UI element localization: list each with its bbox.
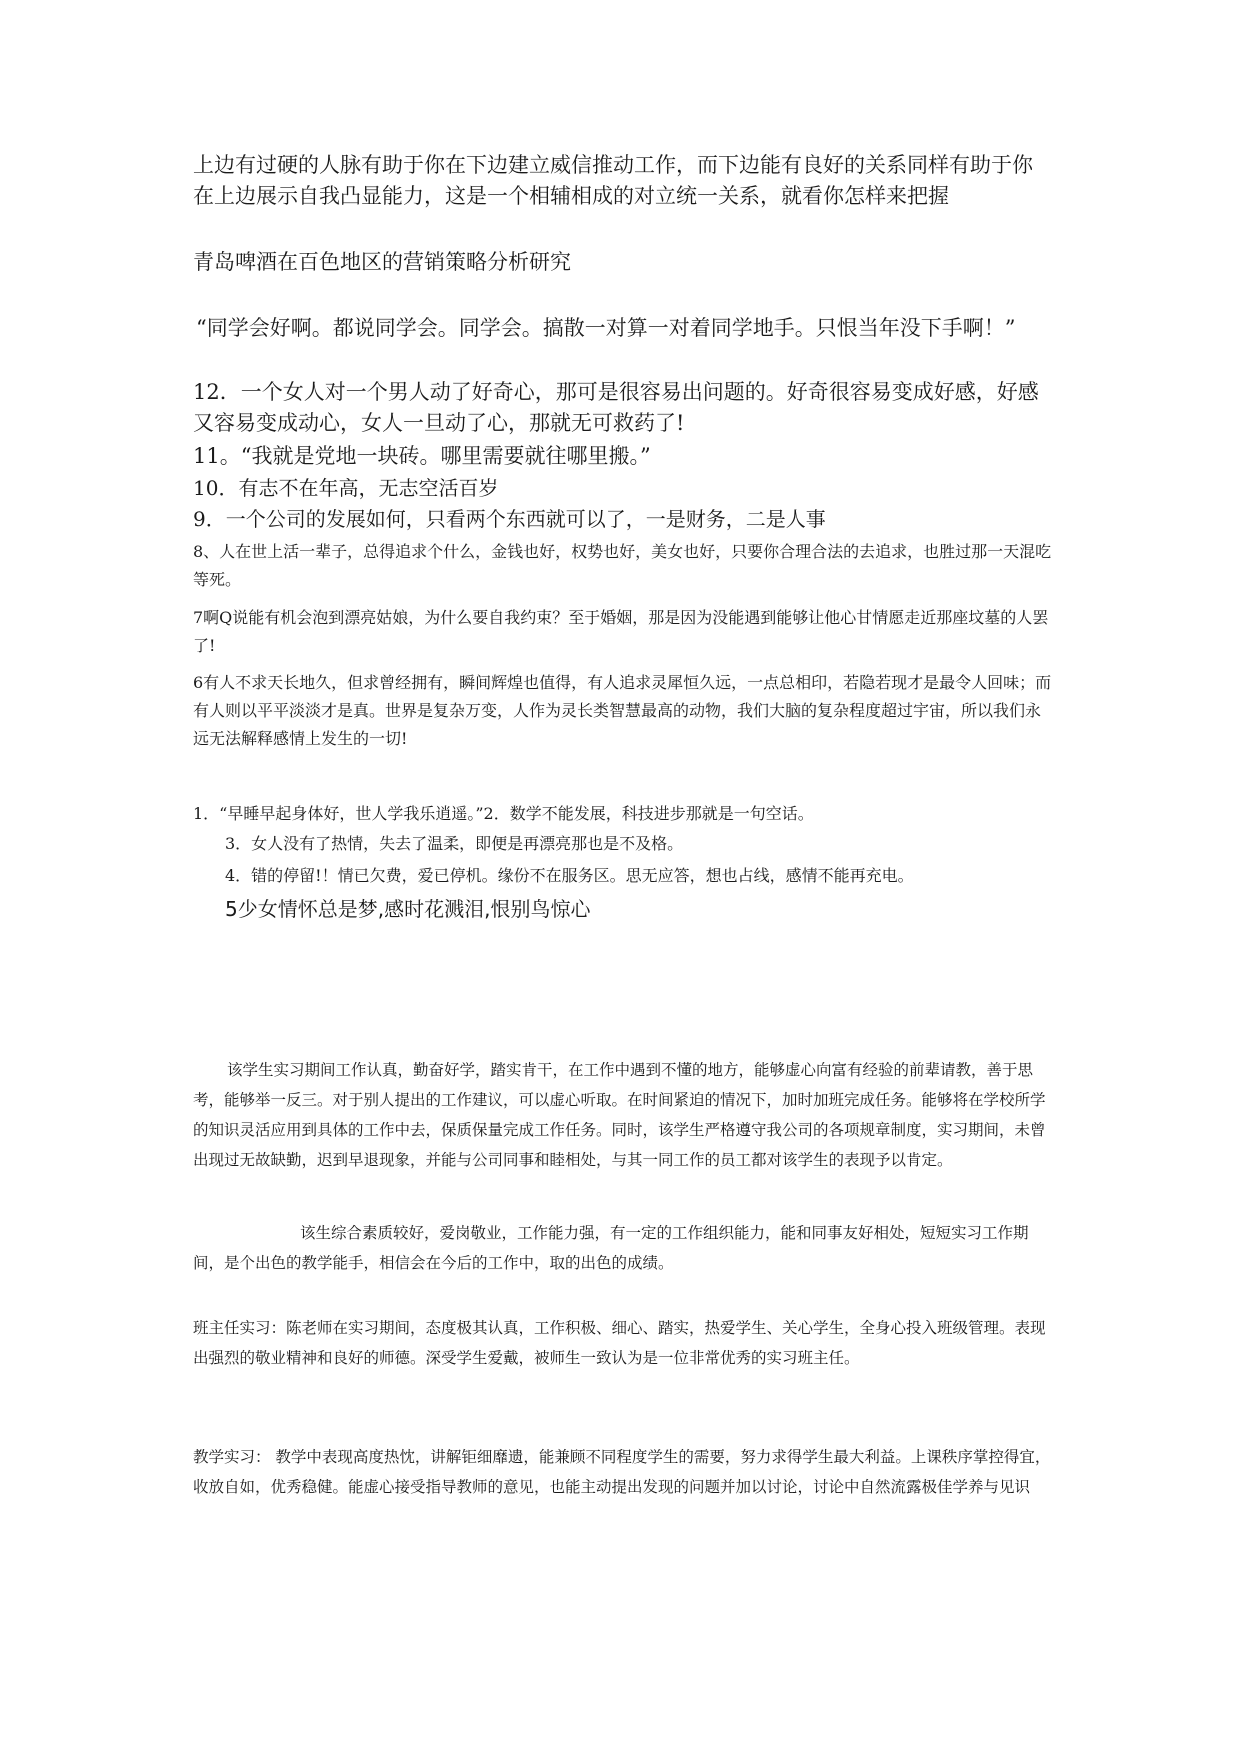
quote-6: 6有人不求天长地久，但求曾经拥有，瞬间辉煌也值得，有人追求灵犀恒久远，一点总相印，若隐若现才是最令人回味；而有人则以平平淡淡才是真。世界是复杂万变，人作为灵长类智慧最高的动物，我们大脑的复杂程度超过宇宙，所以我们永远无法解释感情上发生的一切! [193, 673, 1052, 748]
teaching-evaluation: 教学实习： 教学中表现高度热忱，讲解钜细靡遗，能兼顾不同程度学生的需要，努力求得学生最大利益。上课秩序掌控得宜，收放自如，优秀稳健。能虚心接受指导教师的意见，也能主动提出发现的问题并加以讨论，讨论中自然流露极佳学养与见识 [193, 1448, 1051, 1496]
quote-12: 12．一个女人对一个男人动了好奇心，那可是很容易出问题的。好奇很容易变成好感，好感又容易变成动心，女人一旦动了心，那就无可救药了! [193, 380, 1039, 435]
article-title: 青岛啤酒在百色地区的营销策略分析研究 [193, 250, 571, 274]
evaluation-paragraph-1: 该学生实习期间工作认真，勤奋好学，踏实肯干，在工作中遇到不懂的地方，能够虚心向富有经验的前辈请教，善于思考，能够举一反三。对于别人提出的工作建议，可以虚心听取。在时间紧迫的情况下，加时加班完成任务。能够将在学校所学的知识灵活应用到具体的工作中去，保质保量完成工作任务。同时，该学生严格遵守我公司的各项规章制度，实习期间，未曾出现过无故缺勤，迟到早退现象，并能与公司同事和睦相处，与其一同工作的员工都对该学生的表现予以肯定。 [193, 1061, 1046, 1169]
evaluation-paragraph-2: 该生综合素质较好，爱岗敬业，工作能力强，有一定的工作组织能力，能和同事友好相处，短短实习工作期间，是个出色的教学能手，相信会在今后的工作中，取的出色的成绩。 [193, 1224, 1029, 1272]
quote-7: 7啊Q说能有机会泡到漂亮姑娘，为什么要自我约束？至于婚姻，那是因为没能遇到能够让他心甘情愿走近那座坟墓的人罢了! [193, 608, 1049, 655]
quote-4: 4．错的停留!！情已欠费，爱已停机。缘份不在服务区。思无应答，想也占线，感情不能再充电。 [225, 866, 914, 885]
quote-8: 8、人在世上活一辈子，总得追求个什么，金钱也好，权势也好，美女也好，只要你合理合法的去追求，也胜过那一天混吃等死。 [193, 542, 1052, 589]
quote-1-2: 1．“早睡早起身体好，世人学我乐逍遥。”2．数学不能发展，科技进步那就是一句空话。 [193, 804, 814, 823]
quote-5: 5少女情怀总是梦,感时花溅泪,恨别鸟惊心 [225, 897, 591, 921]
intro-paragraph: 上边有过硬的人脉有助于你在下边建立威信推动工作，而下边能有良好的关系同样有助于你在上边展示自我凸显能力，这是一个相辅相成的对立统一关系，就看你怎样来把握 [193, 153, 1033, 208]
quote-9: 9．一个公司的发展如何，只看两个东西就可以了，一是财务，二是人事 [193, 507, 826, 531]
head-teacher-evaluation: 班主任实习：陈老师在实习期间，态度极其认真，工作积极、细心、踏实，热爱学生、关心学生，全身心投入班级管理。表现出强烈的敬业精神和良好的师德。深受学生爱戴，被师生一致认为是一位非常优秀的实习班主任。 [193, 1319, 1046, 1367]
quote-3: 3．女人没有了热情，失去了温柔，即便是再漂亮那也是不及格。 [225, 834, 684, 853]
quote-alumni: “同学会好啊。都说同学会。同学会。搞散一对算一对着同学地手。只恨当年没下手啊！” [196, 316, 1016, 340]
quote-10: 10．有志不在年高，无志空活百岁 [193, 476, 499, 500]
quote-11: 11。“我就是党地一块砖。哪里需要就往哪里搬。” [193, 444, 651, 468]
